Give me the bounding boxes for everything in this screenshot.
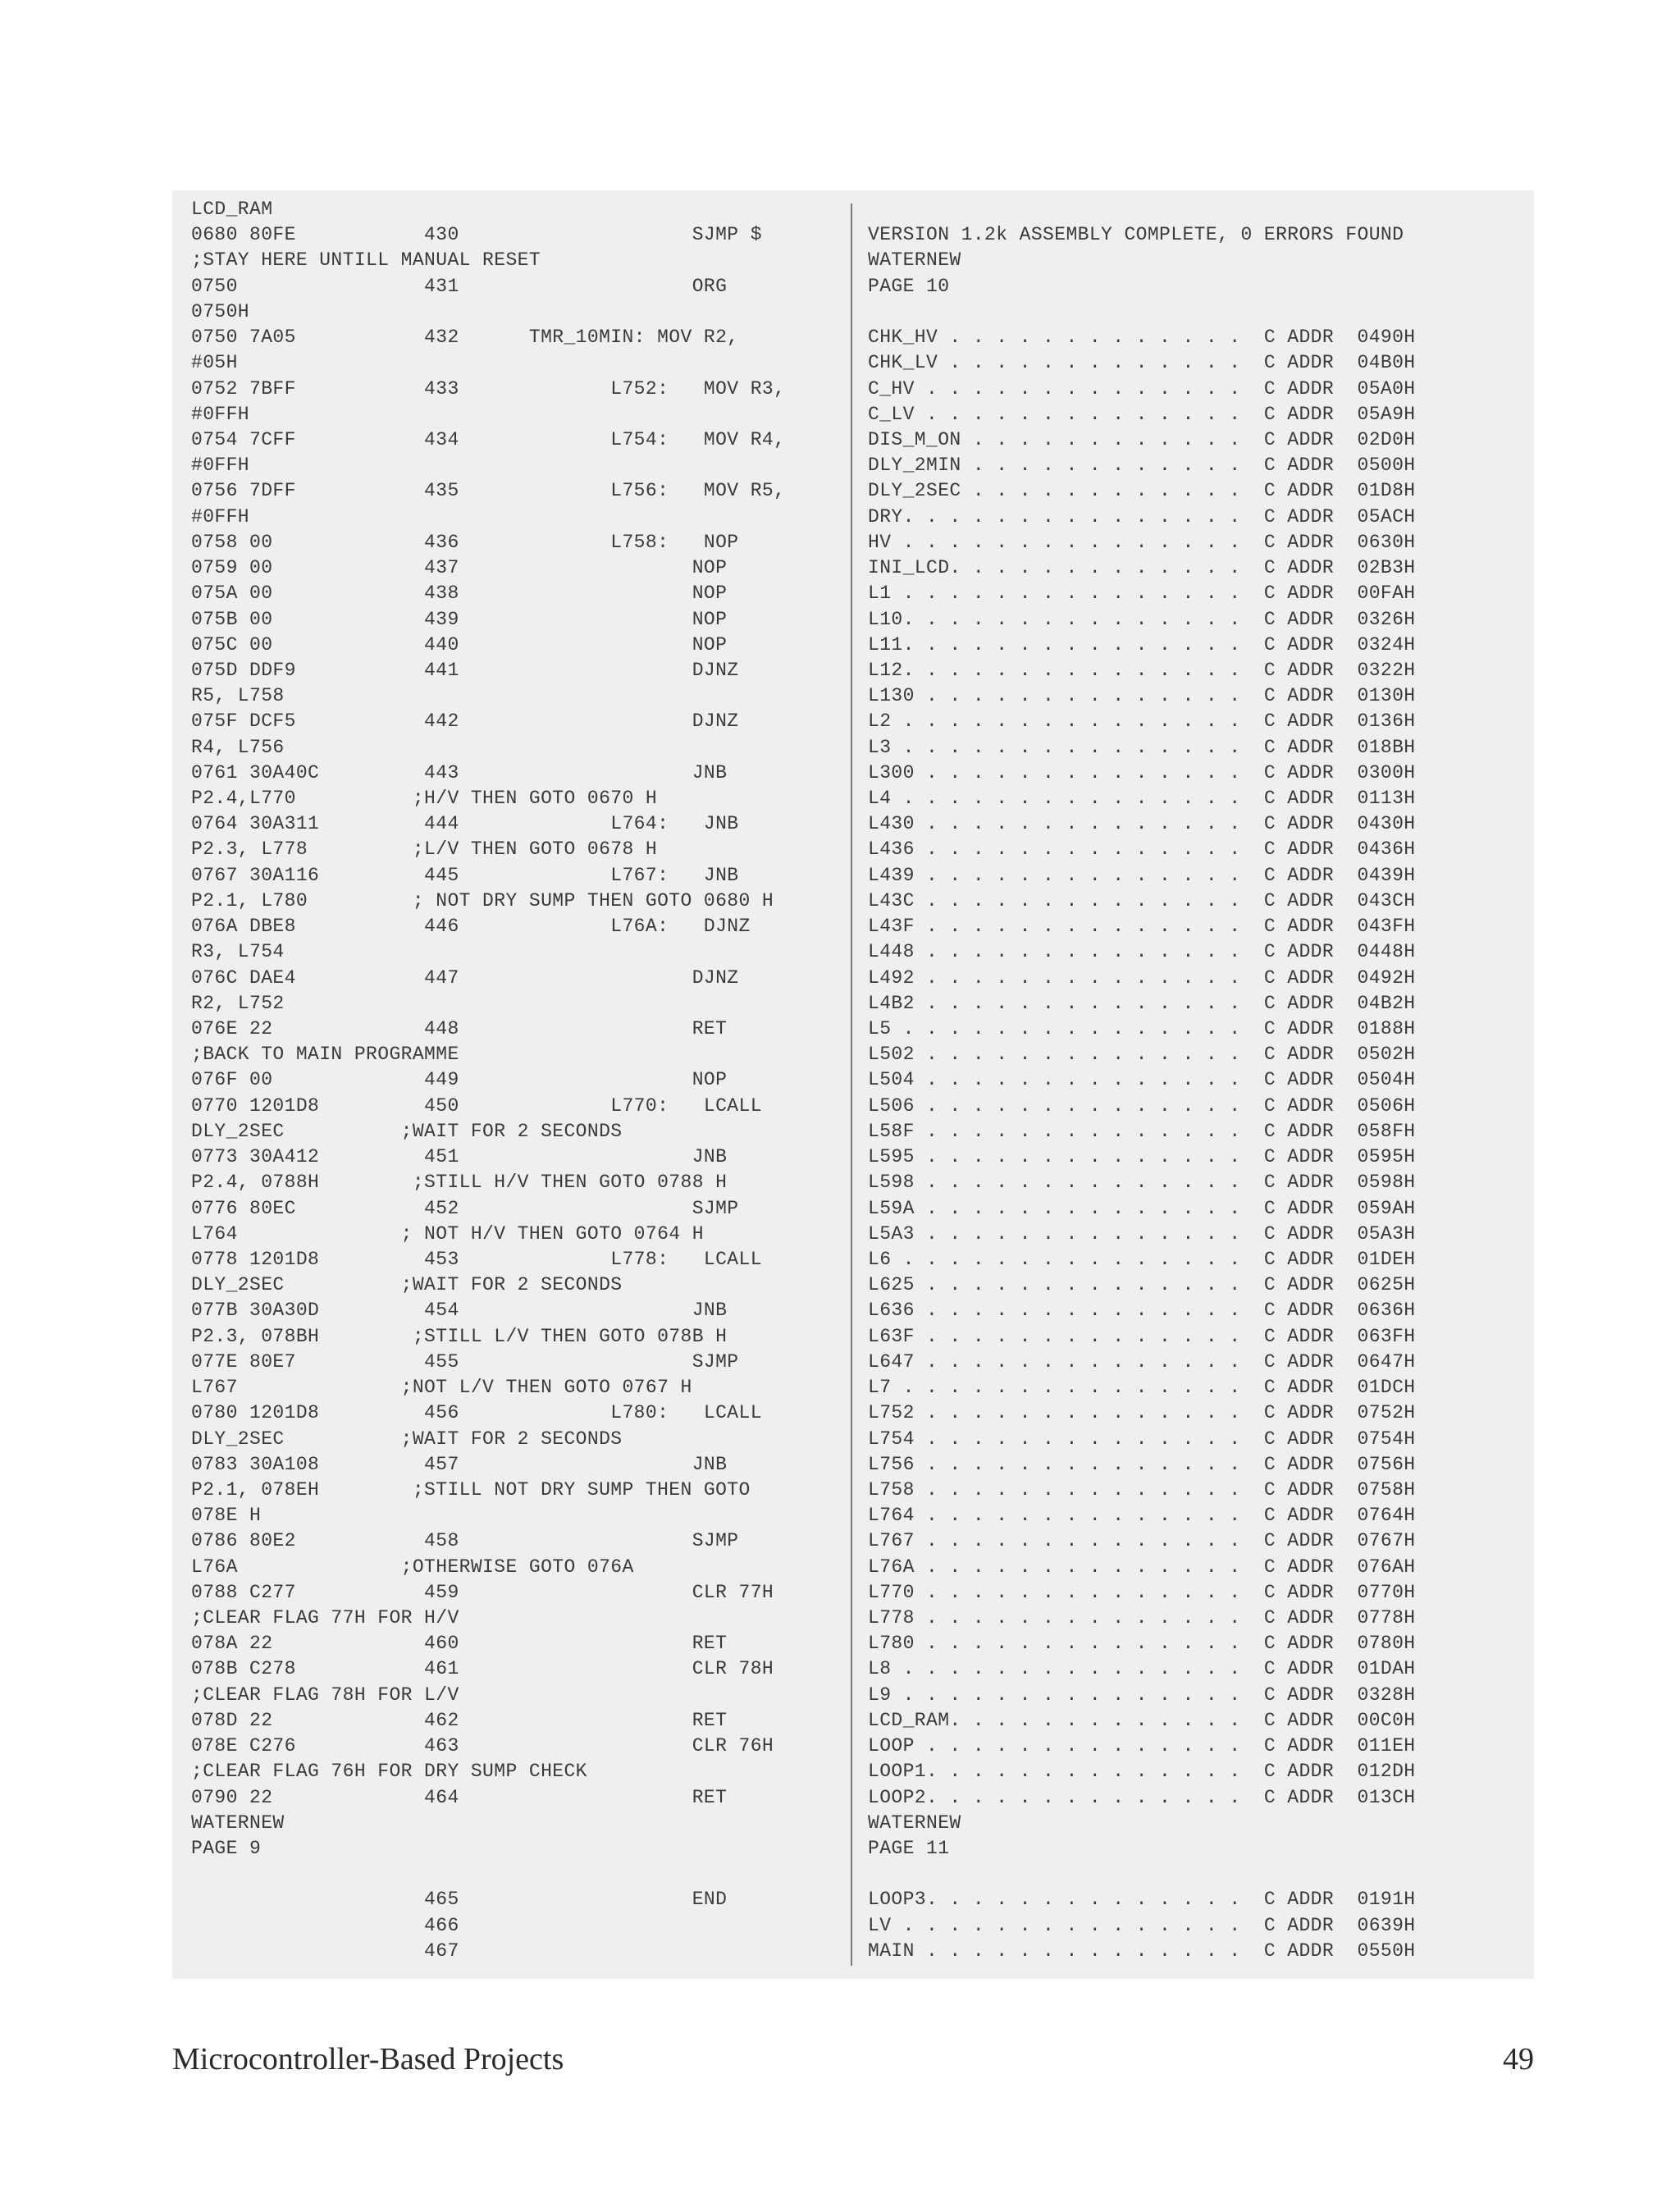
- listing-line: 0754 7CFF 434 L754: MOV R4,: [191, 428, 786, 450]
- listing-line: R2, L752: [191, 992, 285, 1014]
- listing-line: R3, L754: [191, 941, 285, 963]
- listing-line: 076A DBE8 446 L76A: DJNZ: [191, 916, 751, 938]
- symbol-line: L59A . . . . . . . . . . . . . . C ADDR 059AH: [868, 1197, 1416, 1219]
- symbol-line: L6 . . . . . . . . . . . . . . . C ADDR 01DEH: [868, 1248, 1416, 1270]
- symbol-line: L506 . . . . . . . . . . . . . . C ADDR 0506H: [868, 1094, 1416, 1117]
- symbol-line: L1 . . . . . . . . . . . . . . . C ADDR 00FAH: [868, 582, 1416, 605]
- symbol-line: L58F . . . . . . . . . . . . . . C ADDR 058FH: [868, 1120, 1416, 1142]
- listing-line: 0770 1201D8 450 L770: LCALL: [191, 1094, 762, 1117]
- listing-line: P2.1, L780 ; NOT DRY SUMP THEN GOTO 0680 H: [191, 889, 774, 911]
- symbol-line: VERSION 1.2k ASSEMBLY COMPLETE, 0 ERRORS FOUND: [868, 224, 1404, 246]
- symbol-line: LOOP2. . . . . . . . . . . . . . C ADDR 013CH: [868, 1786, 1416, 1808]
- symbol-line: L43C . . . . . . . . . . . . . . C ADDR 043CH: [868, 889, 1416, 911]
- symbol-line: L780 . . . . . . . . . . . . . . C ADDR 0780H: [868, 1633, 1416, 1655]
- listing-line: P2.1, 078EH ;STILL NOT DRY SUMP THEN GOTO: [191, 1478, 751, 1501]
- symbol-line: DIS_M_ON . . . . . . . . . . . . C ADDR 02D0H: [868, 428, 1416, 450]
- symbol-line: INI_LCD. . . . . . . . . . . . . C ADDR 02B3H: [868, 557, 1416, 579]
- symbol-line: L770 . . . . . . . . . . . . . . C ADDR 0770H: [868, 1581, 1416, 1603]
- symbol-line: LOOP1. . . . . . . . . . . . . . C ADDR 012DH: [868, 1761, 1416, 1783]
- listing-line: 0773 30A412 451 JNB: [191, 1146, 728, 1168]
- symbol-line: PAGE 11: [868, 1838, 950, 1859]
- symbol-line: [868, 197, 1524, 222]
- listing-line: 0680 80FE 430 SJMP $: [191, 224, 762, 246]
- listing-line: ;CLEAR FLAG 76H FOR DRY SUMP CHECK: [191, 1761, 587, 1783]
- listing-line: #0FFH: [191, 403, 250, 425]
- symbol-line: MAIN . . . . . . . . . . . . . . C ADDR 0550H: [868, 1939, 1416, 1962]
- symbol-line: L756 . . . . . . . . . . . . . . C ADDR 0756H: [868, 1453, 1416, 1475]
- listing-line: #0FFH: [191, 505, 250, 528]
- listing-line: [191, 1862, 839, 1887]
- symbol-line: L758 . . . . . . . . . . . . . . C ADDR 0758H: [868, 1478, 1416, 1501]
- symbol-line: C_HV . . . . . . . . . . . . . . C ADDR 05A0H: [868, 377, 1416, 400]
- listing-line: 0790 22 464 RET: [191, 1786, 728, 1808]
- listing-line: 0786 80E2 458 SJMP: [191, 1530, 739, 1552]
- book-title: Microcontroller-Based Projects: [172, 2042, 564, 2076]
- symbol-line: L5 . . . . . . . . . . . . . . . C ADDR 0188H: [868, 1018, 1416, 1039]
- listing-line: L764 ; NOT H/V THEN GOTO 0764 H: [191, 1222, 704, 1245]
- symbol-line: L778 . . . . . . . . . . . . . . C ADDR 0778H: [868, 1607, 1416, 1629]
- listing-line: 078D 22 462 RET: [191, 1709, 728, 1731]
- symbol-line: L9 . . . . . . . . . . . . . . . C ADDR 0328H: [868, 1683, 1416, 1706]
- listing-line: 0780 1201D8 456 L780: LCALL: [191, 1402, 762, 1424]
- listing-line: #0FFH: [191, 455, 250, 477]
- listing-line: 0776 80EC 452 SJMP: [191, 1197, 739, 1219]
- symbol-line: L492 . . . . . . . . . . . . . . C ADDR 0492H: [868, 966, 1416, 989]
- symbol-line: DRY. . . . . . . . . . . . . . . C ADDR 05ACH: [868, 505, 1416, 528]
- symbol-line: L439 . . . . . . . . . . . . . . C ADDR 0439H: [868, 864, 1416, 886]
- symbol-line: L752 . . . . . . . . . . . . . . C ADDR 0752H: [868, 1402, 1416, 1424]
- listing-line: 0759 00 437 NOP: [191, 557, 728, 579]
- symbol-line: WATERNEW: [868, 1811, 961, 1834]
- symbol-line: LCD_RAM. . . . . . . . . . . . . C ADDR 00C0H: [868, 1709, 1416, 1731]
- listing-line: 078E C276 463 CLR 76H: [191, 1735, 774, 1757]
- symbol-line: L595 . . . . . . . . . . . . . . C ADDR 0595H: [868, 1146, 1416, 1168]
- listing-line: 077E 80E7 455 SJMP: [191, 1350, 739, 1373]
- symbol-line: [868, 299, 1524, 325]
- symbol-line: L430 . . . . . . . . . . . . . . C ADDR 0430H: [868, 813, 1416, 835]
- listing-line: ;BACK TO MAIN PROGRAMME: [191, 1044, 459, 1066]
- symbol-line: L7 . . . . . . . . . . . . . . . C ADDR 01DCH: [868, 1377, 1416, 1399]
- listing-line: 466: [191, 1914, 459, 1936]
- symbol-line: L4 . . . . . . . . . . . . . . . C ADDR 0113H: [868, 788, 1416, 810]
- listing-line: ;CLEAR FLAG 78H FOR L/V: [191, 1683, 459, 1706]
- listing-line: #05H: [191, 352, 238, 374]
- symbol-line: L5A3 . . . . . . . . . . . . . . C ADDR 05A3H: [868, 1222, 1416, 1245]
- symbol-line: L647 . . . . . . . . . . . . . . C ADDR 0647H: [868, 1350, 1416, 1373]
- listing-line: P2.3, L778 ;L/V THEN GOTO 0678 H: [191, 838, 658, 861]
- listing-line: 078E H: [191, 1505, 262, 1527]
- listing-line: 0750 7A05 432 TMR_10MIN: MOV R2,: [191, 327, 739, 349]
- symbol-line: L8 . . . . . . . . . . . . . . . C ADDR 01DAH: [868, 1658, 1416, 1680]
- symbol-line: CHK_LV . . . . . . . . . . . . . C ADDR 04B0H: [868, 352, 1416, 374]
- listing-line: P2.4, 0788H ;STILL H/V THEN GOTO 0788 H: [191, 1172, 728, 1194]
- symbol-line: CHK_HV . . . . . . . . . . . . . C ADDR 0490H: [868, 327, 1416, 349]
- listing-line: 078A 22 460 RET: [191, 1633, 728, 1655]
- listing-line: 465 END: [191, 1889, 728, 1911]
- symbol-line: LOOP3. . . . . . . . . . . . . . C ADDR 0191H: [868, 1889, 1416, 1911]
- listing-line: L76A ;OTHERWISE GOTO 076A: [191, 1556, 634, 1578]
- symbol-line: L448 . . . . . . . . . . . . . . C ADDR 0448H: [868, 941, 1416, 963]
- listing-line: 075D DDF9 441 DJNZ: [191, 659, 739, 681]
- listing-line: DLY_2SEC ;WAIT FOR 2 SECONDS: [191, 1274, 623, 1296]
- symbol-line: L76A . . . . . . . . . . . . . . C ADDR 076AH: [868, 1556, 1416, 1578]
- page-number: 49: [1503, 2042, 1534, 2076]
- listing-line: 0750H: [191, 300, 250, 322]
- symbol-line: L130 . . . . . . . . . . . . . . C ADDR 0130H: [868, 685, 1416, 707]
- listing-line: ;STAY HERE UNTILL MANUAL RESET: [191, 249, 541, 272]
- listing-line: 0767 30A116 445 L767: JNB: [191, 864, 739, 886]
- listing-line: 0778 1201D8 453 L778: LCALL: [191, 1248, 762, 1270]
- symbol-line: DLY_2MIN . . . . . . . . . . . . C ADDR 0500H: [868, 455, 1416, 477]
- symbol-line: L502 . . . . . . . . . . . . . . C ADDR 0502H: [868, 1044, 1416, 1066]
- listing-line: WATERNEW: [191, 1811, 285, 1834]
- symbol-line: LOOP . . . . . . . . . . . . . . C ADDR 011EH: [868, 1735, 1416, 1757]
- listing-line: 0788 C277 459 CLR 77H: [191, 1581, 774, 1603]
- symbol-line: L300 . . . . . . . . . . . . . . C ADDR 0300H: [868, 761, 1416, 783]
- symbol-line: HV . . . . . . . . . . . . . . . C ADDR 0630H: [868, 531, 1416, 553]
- listing-line: 0761 30A40C 443 JNB: [191, 761, 728, 783]
- symbol-line: L12. . . . . . . . . . . . . . . C ADDR 0322H: [868, 659, 1416, 681]
- listing-line: PAGE 9: [191, 1838, 262, 1859]
- symbol-line: L43F . . . . . . . . . . . . . . C ADDR 043FH: [868, 916, 1416, 938]
- assembly-listing-column: [191, 197, 839, 1964]
- symbol-line: L11. . . . . . . . . . . . . . . C ADDR 0324H: [868, 633, 1416, 656]
- listing-line: 075C 00 440 NOP: [191, 633, 728, 656]
- symbol-line: L764 . . . . . . . . . . . . . . C ADDR 0764H: [868, 1505, 1416, 1527]
- symbol-line: PAGE 10: [868, 275, 950, 297]
- symbol-line: L754 . . . . . . . . . . . . . . C ADDR 0754H: [868, 1428, 1416, 1450]
- symbol-line: L625 . . . . . . . . . . . . . . C ADDR 0625H: [868, 1274, 1416, 1296]
- symbol-line: L436 . . . . . . . . . . . . . . C ADDR 0436H: [868, 838, 1416, 861]
- symbol-line: L4B2 . . . . . . . . . . . . . . C ADDR 04B2H: [868, 992, 1416, 1014]
- listing-line: 467: [191, 1939, 459, 1962]
- listing-line: P2.4,L770 ;H/V THEN GOTO 0670 H: [191, 788, 658, 810]
- listing-line: 0752 7BFF 433 L752: MOV R3,: [191, 377, 786, 400]
- listing-line: 076C DAE4 447 DJNZ: [191, 966, 739, 989]
- symbol-line: L767 . . . . . . . . . . . . . . C ADDR 0767H: [868, 1530, 1416, 1552]
- listing-line: P2.3, 078BH ;STILL L/V THEN GOTO 078B H: [191, 1325, 728, 1347]
- listing-line: LCD_RAM: [191, 199, 273, 220]
- listing-line: 076F 00 449 NOP: [191, 1069, 728, 1091]
- symbol-line: C_LV . . . . . . . . . . . . . . C ADDR 05A9H: [868, 403, 1416, 425]
- column-divider: [851, 203, 852, 1966]
- symbol-line: L63F . . . . . . . . . . . . . . C ADDR 063FH: [868, 1325, 1416, 1347]
- listing-line: L767 ;NOT L/V THEN GOTO 0767 H: [191, 1377, 692, 1399]
- listing-line: 075F DCF5 442 DJNZ: [191, 710, 739, 733]
- symbol-line: L504 . . . . . . . . . . . . . . C ADDR 0504H: [868, 1069, 1416, 1091]
- symbol-line: L636 . . . . . . . . . . . . . . C ADDR 0636H: [868, 1300, 1416, 1322]
- listing-line: DLY_2SEC ;WAIT FOR 2 SECONDS: [191, 1428, 623, 1450]
- symbol-line: L3 . . . . . . . . . . . . . . . C ADDR 018BH: [868, 736, 1416, 758]
- listing-line: R4, L756: [191, 736, 285, 758]
- symbol-line: L10. . . . . . . . . . . . . . . C ADDR 0326H: [868, 608, 1416, 630]
- symbol-table-column: [868, 197, 1524, 1964]
- listing-line: 076E 22 448 RET: [191, 1018, 728, 1039]
- listing-line: R5, L758: [191, 685, 285, 707]
- listing-line: 0758 00 436 L758: NOP: [191, 531, 739, 553]
- listing-line: 0783 30A108 457 JNB: [191, 1453, 728, 1475]
- listing-line: 075A 00 438 NOP: [191, 582, 728, 605]
- symbol-line: LV . . . . . . . . . . . . . . . C ADDR 0639H: [868, 1914, 1416, 1936]
- symbol-line: L598 . . . . . . . . . . . . . . C ADDR 0598H: [868, 1172, 1416, 1194]
- symbol-line: L2 . . . . . . . . . . . . . . . C ADDR 0136H: [868, 710, 1416, 733]
- symbol-line: [868, 1862, 1524, 1887]
- listing-line: ;CLEAR FLAG 77H FOR H/V: [191, 1607, 459, 1629]
- listing-line: 0756 7DFF 435 L756: MOV R5,: [191, 480, 786, 502]
- listing-line: 078B C278 461 CLR 78H: [191, 1658, 774, 1680]
- symbol-line: WATERNEW: [868, 249, 961, 272]
- listing-line: 075B 00 439 NOP: [191, 608, 728, 630]
- listing-line: 0764 30A311 444 L764: JNB: [191, 813, 739, 835]
- listing-line: 077B 30A30D 454 JNB: [191, 1300, 728, 1322]
- listing-line: 0750 431 ORG: [191, 275, 728, 297]
- symbol-line: DLY_2SEC . . . . . . . . . . . . C ADDR 01D8H: [868, 480, 1416, 502]
- listing-line: DLY_2SEC ;WAIT FOR 2 SECONDS: [191, 1120, 623, 1142]
